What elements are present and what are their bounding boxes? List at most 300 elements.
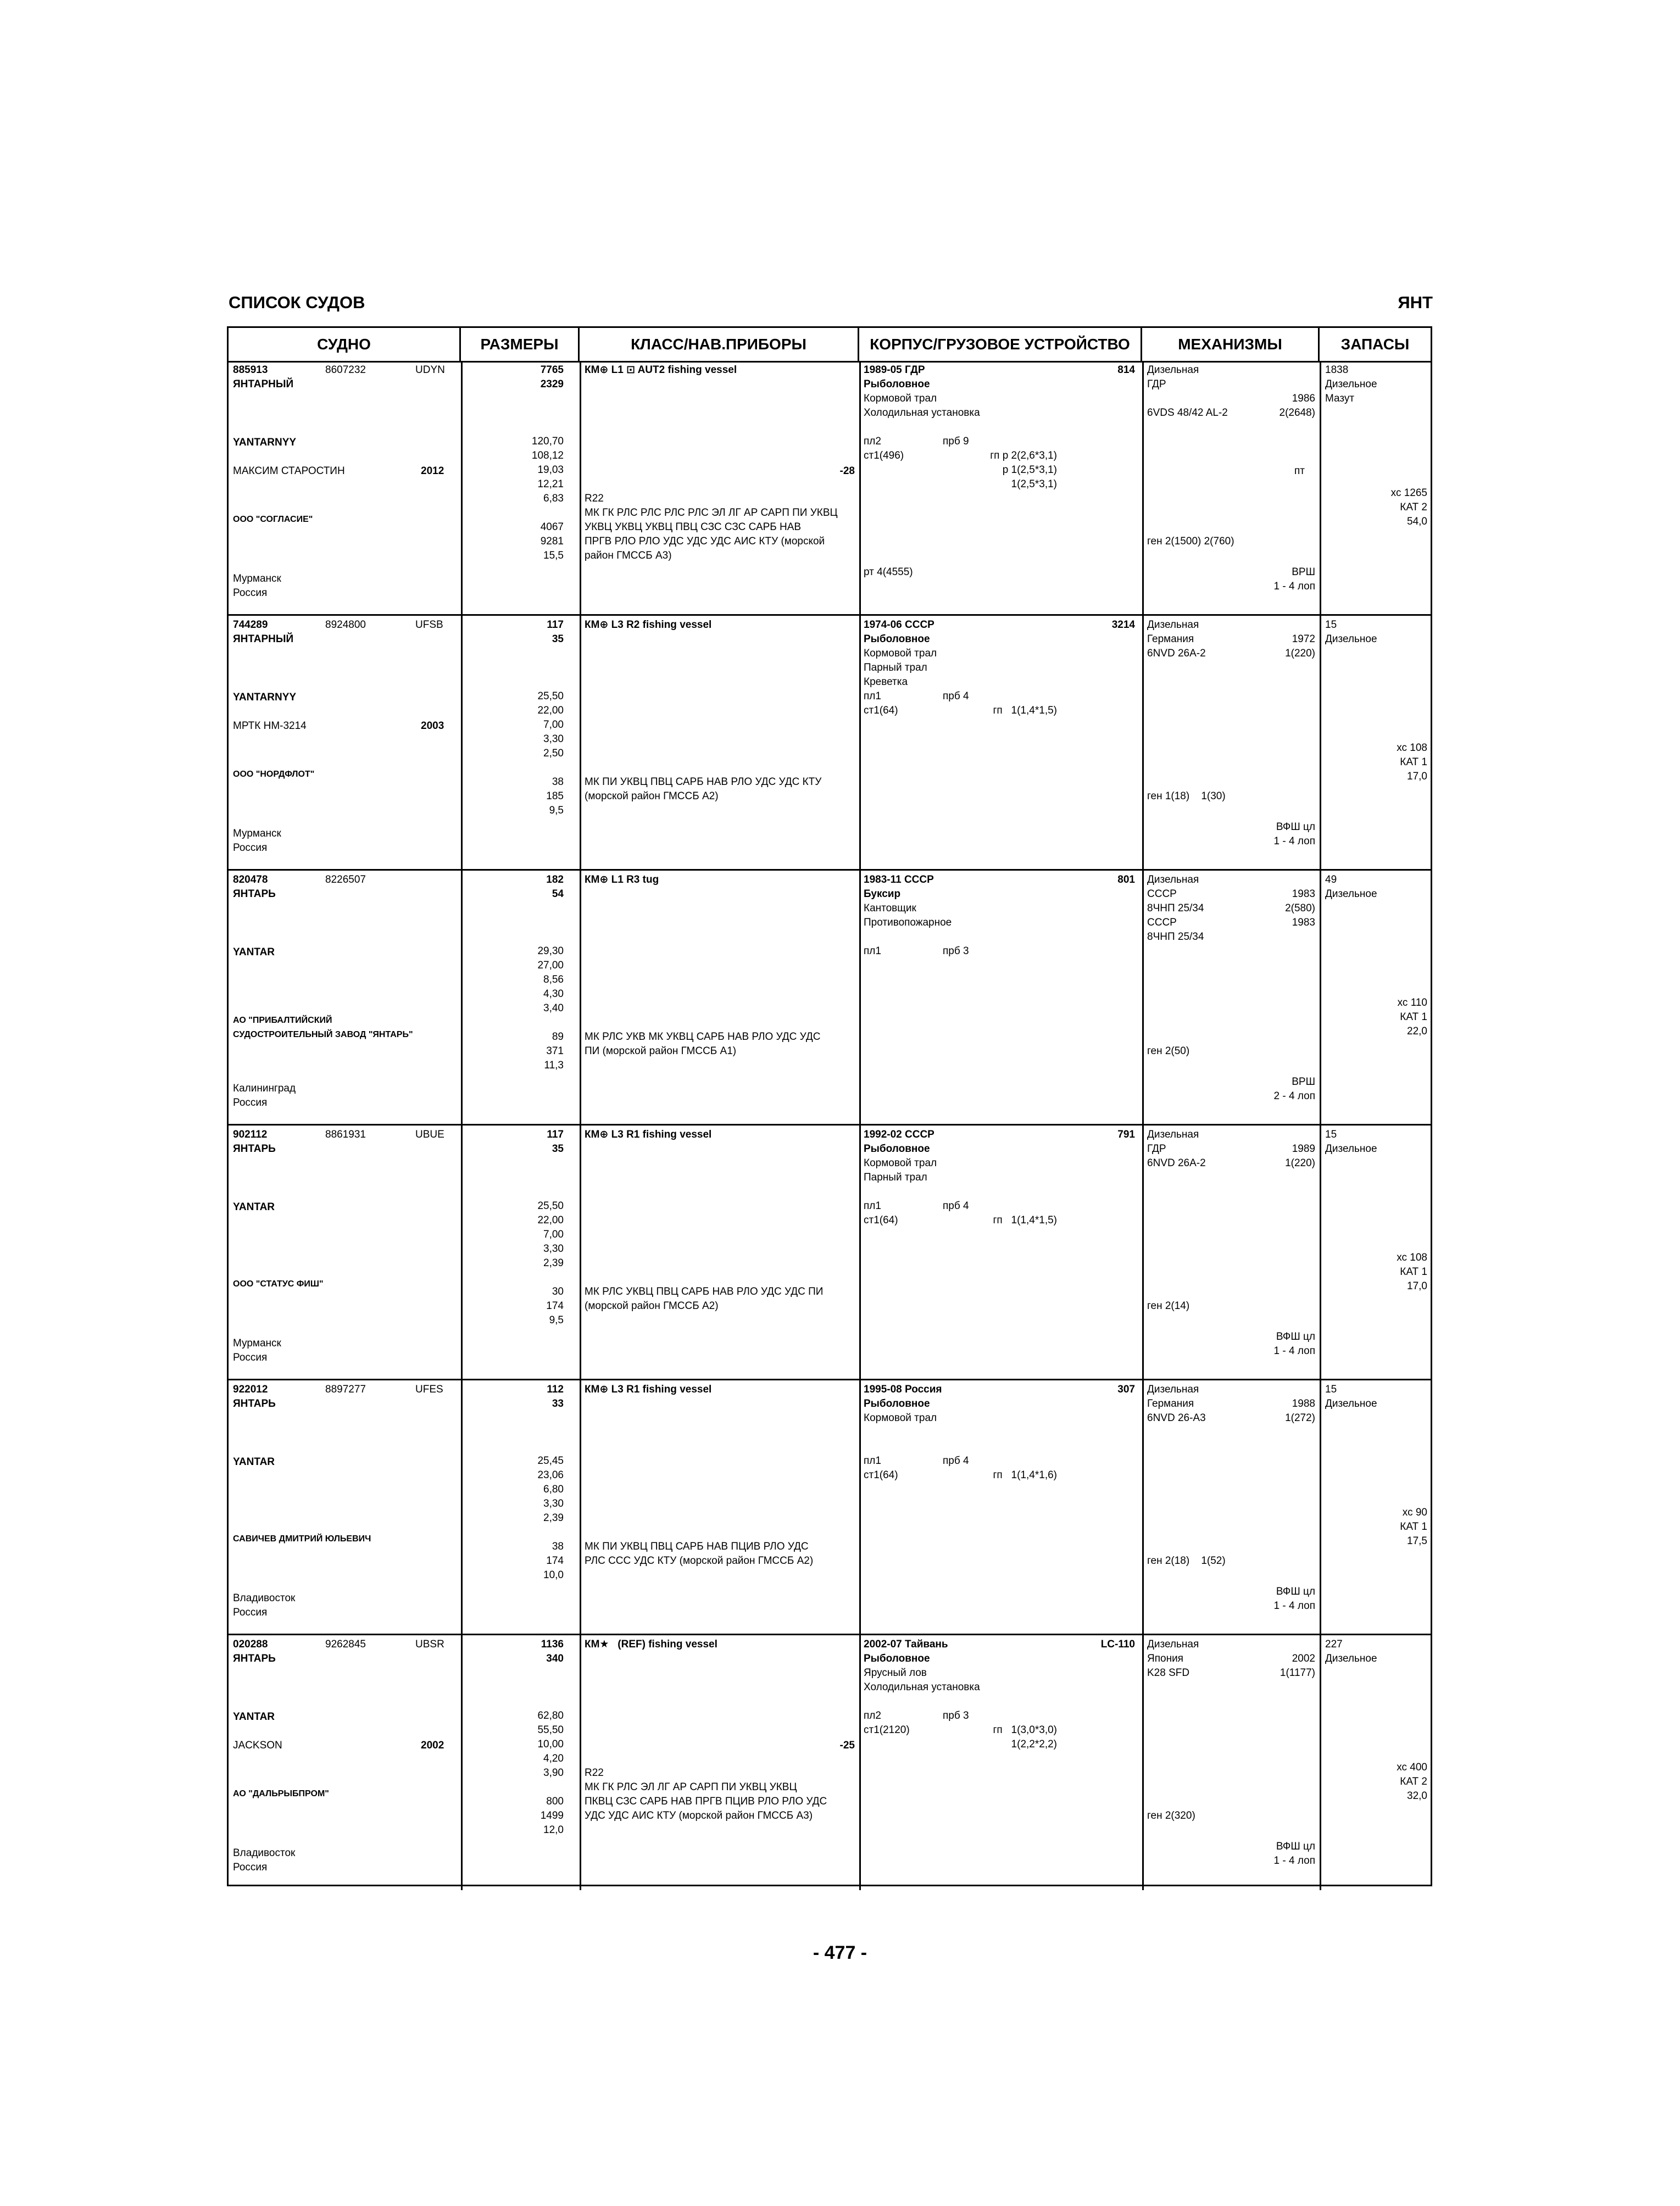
name: ЯНТАРЬ — [233, 1143, 276, 1155]
column-divider — [1142, 361, 1144, 614]
hold-right-0: прб 9 — [943, 436, 969, 447]
hold-right-1: гп 1(3,0*3,0) — [993, 1724, 1057, 1736]
page-code: ЯНТ — [1398, 293, 1433, 312]
engine-type: Дизельная — [1147, 364, 1199, 376]
column-divider — [580, 871, 581, 1124]
stock-0: 15 — [1325, 619, 1337, 631]
dims-3: 12,21 — [537, 478, 564, 490]
dims-2: 7,00 — [543, 1229, 564, 1240]
dims-4: 6,83 — [543, 493, 564, 504]
vessel-record — [229, 1380, 1431, 1635]
nav-lines-1: РЛС ССС УДС КТУ (морской район ГМССБ А2) — [585, 1555, 814, 1567]
hold-right-1: гп 1(1,4*1,6) — [993, 1469, 1057, 1481]
vessel-record — [229, 871, 1431, 1126]
nav-lines-1: УКВЦ УКВЦ УКВЦ ПВЦ СЗС СЗС САРБ НАВ — [585, 521, 802, 533]
project: 3214 — [1111, 619, 1135, 631]
dims-3: 3,30 — [543, 1498, 564, 1509]
name: ЯНТАРЬ — [233, 1398, 276, 1410]
type-lines-0: Рыболовное — [864, 1398, 930, 1410]
engine-rows-0-0: СССР — [1147, 888, 1177, 900]
tonnage-0: 117 — [547, 619, 564, 631]
reg: 020288 — [233, 1639, 268, 1650]
table-header — [229, 328, 1431, 363]
engine-rows-1-1: 1986 — [1292, 393, 1315, 404]
class-notation: КМ⊕ L3 R1 fishing vessel — [585, 1384, 712, 1395]
column-divider — [580, 616, 581, 869]
caps-1: 174 — [546, 1555, 564, 1567]
stock-1: Дизельное — [1325, 1398, 1377, 1410]
built: 1989-05 ГДР — [864, 364, 925, 376]
gen: ген 2(14) — [1147, 1300, 1190, 1312]
tonnage-0: 182 — [546, 874, 564, 885]
stock-1: Дизельное — [1325, 1653, 1377, 1664]
stock-bot-1: КАТ 1 — [1400, 1011, 1427, 1023]
built: 2002-07 Тайвань — [864, 1639, 948, 1650]
type-lines-2: Холодильная установка — [864, 1681, 980, 1693]
stock-bot-1: КАТ 2 — [1400, 1776, 1427, 1787]
hold-right-2: 1(2,2*2,2) — [1011, 1739, 1057, 1750]
name-lat: YANTAR — [233, 1456, 275, 1468]
prev-year: 2003 — [421, 720, 444, 732]
project: 791 — [1117, 1129, 1135, 1140]
tonnage-0: 112 — [547, 1384, 564, 1395]
dims-0: 120,70 — [531, 436, 564, 447]
nav-lines-1: ПКВЦ СЗС САРБ НАВ ПРГВ ПЦИВ РЛО РЛО УДС — [585, 1796, 827, 1807]
dims-3: 4,30 — [543, 988, 564, 1000]
hold-left-0: пл2 — [864, 1710, 881, 1722]
callsign: UFES — [415, 1384, 443, 1395]
column-divider — [1320, 1126, 1321, 1379]
header-hull: КОРПУС/ГРУЗОВОЕ УСТРОЙСТВО — [859, 328, 1142, 361]
screw-0: ВФШ цл — [1276, 1331, 1315, 1342]
nav-lines-0: МК РЛС УКВЦ ПВЦ САРБ НАВ РЛО УДС УДС ПИ — [585, 1286, 824, 1297]
ship-table — [227, 326, 1432, 1886]
nav-lines-1: (морской район ГМССБ А2) — [585, 790, 719, 802]
dims-0: 29,30 — [537, 945, 564, 957]
class-notation: КМ⊕ L3 R2 fishing vessel — [585, 619, 712, 631]
column-divider — [1142, 871, 1144, 1124]
column-divider — [859, 1126, 861, 1379]
column-divider — [1142, 1635, 1144, 1890]
page-title: СПИСОК СУДОВ — [229, 293, 365, 312]
column-divider — [1320, 616, 1321, 869]
hold-left-1: ст1(2120) — [864, 1724, 910, 1736]
type-lines-2: Холодильная установка — [864, 407, 980, 419]
port: Калининград — [233, 1083, 296, 1094]
caps-2: 11,3 — [544, 1060, 564, 1071]
type-lines-0: Рыболовное — [864, 1143, 930, 1155]
engine-rows-1-1: 1(220) — [1285, 648, 1315, 659]
stock-0: 49 — [1325, 874, 1337, 885]
engine-rows-0-1: 2002 — [1292, 1653, 1315, 1664]
imo: 8897277 — [325, 1384, 366, 1395]
page-number: - 477 - — [813, 1942, 867, 1963]
gen: ген 2(50) — [1147, 1045, 1190, 1057]
vessel-record — [229, 1635, 1431, 1890]
prev-name: МАКСИМ СТАРОСТИН — [233, 465, 345, 477]
name-lat: YANTAR — [233, 1711, 275, 1723]
caps-2: 15,5 — [543, 550, 564, 561]
hold-right-0: прб 4 — [943, 1200, 969, 1212]
screw-1: 1 - 4 лоп — [1273, 1600, 1315, 1612]
stock-bot-0: хс 400 — [1397, 1762, 1427, 1773]
engine-rows-0-0: Германия — [1147, 633, 1194, 645]
tonnage-1: 2329 — [540, 378, 564, 390]
nav-lines-0: МК ПИ УКВЦ ПВЦ САРБ НАВ ПЦИВ РЛО УДС — [585, 1541, 809, 1552]
stock-bot-2: 32,0 — [1407, 1790, 1427, 1802]
screw-1: 1 - 4 лоп — [1273, 835, 1315, 847]
hold-left-1: ст1(64) — [864, 1469, 898, 1481]
type-lines-2: Парный трал — [864, 1172, 927, 1183]
type-lines-2: Противопожарное — [864, 917, 952, 928]
name-lat: YANTARNYY — [233, 692, 297, 703]
engine-rows-0-1: 1988 — [1292, 1398, 1315, 1410]
built: 1983-11 СССР — [864, 874, 934, 885]
port: Мурманск — [233, 828, 281, 839]
type-lines-2: Парный трал — [864, 662, 927, 673]
engine-type: Дизельная — [1147, 619, 1199, 631]
type-lines-3: Креветка — [864, 676, 908, 688]
class-notation: КМ⊕ L1 R3 tug — [585, 874, 659, 885]
nav-lines-0: МК ГК РЛС ЭЛ ЛГ АР САРП ПИ УКВЦ УКВЦ — [585, 1781, 797, 1793]
engine-rows-1-1: 1(220) — [1285, 1157, 1315, 1169]
name-lat: YANTARNYY — [233, 437, 297, 448]
dims-1: 23,06 — [537, 1469, 564, 1481]
reg: 922012 — [233, 1384, 268, 1395]
engine-note: пт — [1294, 465, 1305, 477]
engine-rows-1-0: 6NVD 26A-2 — [1147, 1157, 1206, 1169]
header-dimensions: РАЗМЕРЫ — [461, 328, 580, 361]
screw-1: 1 - 4 лоп — [1273, 581, 1315, 592]
dims-2: 6,80 — [543, 1484, 564, 1495]
tonnage-1: 35 — [552, 1143, 564, 1155]
stock-bot-1: КАТ 1 — [1400, 1266, 1427, 1278]
stock-0: 227 — [1325, 1639, 1343, 1650]
project: 307 — [1117, 1384, 1135, 1395]
dims-4: 3,90 — [543, 1767, 564, 1779]
port: Владивосток — [233, 1592, 296, 1604]
project: 814 — [1117, 364, 1135, 376]
built: 1995-08 Россия — [864, 1384, 942, 1395]
stock-0: 15 — [1325, 1129, 1337, 1140]
vessel-record — [229, 361, 1431, 616]
dims-3: 3,30 — [543, 1243, 564, 1255]
dims-1: 22,00 — [537, 705, 564, 716]
reg: 885913 — [233, 364, 268, 376]
column-divider — [461, 616, 463, 869]
hold-right-1: гп р 2(2,6*3,1) — [990, 450, 1057, 461]
column-divider — [1142, 1380, 1144, 1634]
imo: 8607232 — [325, 364, 366, 376]
caps-2: 10,0 — [543, 1569, 564, 1581]
engine-rows-0-1: 1972 — [1292, 633, 1315, 645]
owner: ООО "СОГЛАСИЕ" — [233, 515, 313, 524]
name-lat: YANTAR — [233, 1201, 275, 1213]
class-notation: КМ⊕ L3 R1 fishing vessel — [585, 1129, 712, 1140]
nav-lines-0: МК ПИ УКВЦ ПВЦ САРБ НАВ РЛО УДС УДС КТУ — [585, 776, 822, 788]
owner: ООО "НОРДФЛОТ" — [233, 770, 315, 779]
caps-0: 38 — [552, 1541, 564, 1552]
port: Мурманск — [233, 573, 281, 584]
hold-left-1: ст1(64) — [864, 1215, 898, 1226]
stock-bot-1: КАТ 1 — [1400, 756, 1427, 768]
hold-right-0: прб 3 — [943, 1710, 969, 1722]
column-divider — [859, 1635, 861, 1890]
engine-rows-1-0: 6NVD 26-A3 — [1147, 1412, 1206, 1424]
dims-2: 8,56 — [543, 974, 564, 985]
type-lines-0: Буксир — [864, 888, 901, 900]
dims-0: 62,80 — [537, 1710, 564, 1722]
hold-right-0: прб 3 — [943, 945, 969, 957]
screw-0: ВФШ цл — [1276, 1841, 1315, 1852]
nav-lines-1: (морской район ГМССБ А2) — [585, 1300, 719, 1312]
column-divider — [1320, 871, 1321, 1124]
stock-2: Мазут — [1325, 393, 1355, 404]
engine-rows-0-0: Япония — [1147, 1653, 1183, 1664]
caps-0: 30 — [552, 1286, 564, 1297]
engine-rows-1-0: K28 SFD — [1147, 1667, 1190, 1679]
column-divider — [859, 1380, 861, 1634]
hold-right-3: 1(2,5*3,1) — [1011, 478, 1057, 490]
engine-rows-3-0: 8ЧНП 25/34 — [1147, 931, 1204, 943]
nav-lines-2: ПРГВ РЛО РЛО УДС УДС УДС АИС КТУ (морской — [585, 536, 825, 547]
reg: 820478 — [233, 874, 268, 885]
built: 1974-06 СССР — [864, 619, 934, 631]
name: ЯНТАРНЫЙ — [233, 633, 294, 645]
refr: R22 — [585, 1767, 604, 1779]
header-stores: ЗАПАСЫ — [1340, 336, 1410, 353]
stock-bot-0: хс 110 — [1397, 997, 1427, 1009]
dims-1: 55,50 — [537, 1724, 564, 1736]
stock-bot-1: КАТ 1 — [1400, 1521, 1427, 1533]
dims-1: 22,00 — [537, 1215, 564, 1226]
name: ЯНТАРЬ — [233, 888, 276, 900]
prev-year: 2012 — [421, 465, 444, 477]
type-lines-1: Ярусный лов — [864, 1667, 927, 1679]
country: Россия — [233, 1352, 268, 1363]
hold-left-0: пл1 — [864, 1455, 881, 1467]
imo: 8924800 — [325, 619, 366, 631]
prev-year: 2002 — [421, 1740, 444, 1751]
caps-1: 185 — [546, 790, 564, 802]
column-divider — [859, 616, 861, 869]
column-divider — [461, 1126, 463, 1379]
name-lat: YANTAR — [233, 946, 275, 958]
nav-lines-0: МК ГК РЛС РЛС РЛС РЛС ЭЛ ЛГ АР САРП ПИ УКВЦ — [585, 507, 838, 519]
hold-right-0: прб 4 — [943, 690, 969, 702]
callsign: UBUE — [415, 1129, 444, 1140]
engine-rows-2-1: 1983 — [1292, 917, 1315, 928]
project: LC-110 — [1100, 1639, 1135, 1650]
type-lines-0: Рыболовное — [864, 1653, 930, 1664]
dims-2: 19,03 — [537, 464, 564, 476]
callsign: UFSB — [415, 619, 443, 631]
country: Россия — [233, 587, 268, 599]
name: ЯНТАРЬ — [233, 1653, 276, 1664]
dims-3: 3,30 — [543, 733, 564, 745]
hold-left-0: пл2 — [864, 436, 881, 447]
country: Россия — [233, 1607, 268, 1618]
engine-rows-0-1: 1989 — [1292, 1143, 1315, 1155]
dims-1: 27,00 — [537, 960, 564, 971]
column-divider — [580, 1635, 581, 1890]
hold-right-1: гп 1(1,4*1,5) — [993, 1215, 1057, 1226]
header-machinery: МЕХАНИЗМЫ — [1142, 328, 1320, 361]
caps-0: 89 — [552, 1031, 564, 1043]
caps-1: 174 — [546, 1300, 564, 1312]
column-divider — [859, 361, 861, 614]
dims-1: 108,12 — [531, 450, 564, 461]
engine-rows-0-1: 1983 — [1292, 888, 1315, 900]
owner: АО "ДАЛЬРЫБПРОМ" — [233, 1789, 329, 1798]
column-divider — [461, 1635, 463, 1890]
tonnage-0: 117 — [547, 1129, 564, 1140]
type-lines-1: Кормовой трал — [864, 648, 937, 659]
engine-rows-1-0: 8ЧНП 25/34 — [1147, 903, 1204, 914]
column-divider — [1142, 616, 1144, 869]
caps-1: 371 — [546, 1045, 564, 1057]
country: Россия — [233, 1097, 268, 1108]
column-divider — [461, 1380, 463, 1634]
caps-2: 12,0 — [543, 1824, 564, 1836]
column-divider — [1320, 1380, 1321, 1634]
country: Россия — [233, 1862, 268, 1873]
gen: ген 1(18) 1(30) — [1147, 790, 1226, 802]
caps-0: 4067 — [540, 521, 564, 533]
caps-1: 1499 — [540, 1810, 564, 1821]
temp: -25 — [839, 1740, 855, 1751]
hold-right-2: р 1(2,5*3,1) — [1002, 464, 1057, 476]
dims-4: 2,39 — [543, 1512, 564, 1524]
owner: АО "ПРИБАЛТИЙСКИЙ СУДОСТРОИТЕЛЬНЫЙ ЗАВОД "ЯНТАРЬ" — [233, 1016, 413, 1039]
stock-bot-0: хс 108 — [1397, 1252, 1427, 1263]
caps-2: 9,5 — [549, 1314, 564, 1326]
tonnage-1: 35 — [552, 633, 564, 645]
column-divider — [580, 361, 581, 614]
column-divider — [461, 361, 463, 614]
engine-rows-2-0: СССР — [1147, 917, 1177, 928]
type-lines-0: Рыболовное — [864, 633, 930, 645]
stock-1: Дизельное — [1325, 1143, 1377, 1155]
stock-1: Дизельное — [1325, 378, 1377, 390]
column-divider — [1142, 1126, 1144, 1379]
tonnage-0: 1136 — [541, 1639, 564, 1650]
prev-name: МРТК НМ-3214 — [233, 720, 307, 732]
imo: 8861931 — [325, 1129, 366, 1140]
stock-bot-0: хс 108 — [1397, 742, 1427, 754]
hull-extra: рт 4(4555) — [864, 566, 913, 578]
stock-bot-1: КАТ 2 — [1400, 502, 1427, 513]
engine-type: Дизельная — [1147, 874, 1199, 885]
gen: ген 2(320) — [1147, 1810, 1195, 1821]
reg: 902112 — [233, 1129, 268, 1140]
engine-rows-0-0: ГДР — [1147, 378, 1166, 390]
stock-1: Дизельное — [1325, 888, 1377, 900]
stock-bot-0: хс 90 — [1402, 1507, 1427, 1518]
country: Россия — [233, 842, 268, 854]
vessel-record — [229, 616, 1431, 871]
stock-bot-2: 17,5 — [1407, 1535, 1427, 1547]
type-lines-1: Кормовой трал — [864, 393, 937, 404]
class-notation: КМ⊕ L1 ⊡ AUT2 fishing vessel — [585, 364, 737, 376]
screw-1: 1 - 4 лоп — [1273, 1855, 1315, 1867]
header-vessel: СУДНО — [229, 328, 461, 361]
stock-bot-0: хс 1265 — [1390, 487, 1427, 499]
refr: R22 — [585, 493, 604, 504]
reg: 744289 — [233, 619, 268, 631]
type-lines-0: Рыболовное — [864, 378, 930, 390]
hold-left-1: ст1(496) — [864, 450, 904, 461]
type-lines-1: Кормовой трал — [864, 1412, 937, 1424]
hold-right-0: прб 4 — [943, 1455, 969, 1467]
stock-bot-2: 54,0 — [1407, 516, 1427, 527]
dims-2: 7,00 — [543, 719, 564, 731]
project: 801 — [1117, 874, 1135, 885]
dims-0: 25,50 — [537, 690, 564, 702]
engine-type: Дизельная — [1147, 1129, 1199, 1140]
engine-rows-2-0: 6VDS 48/42 AL-2 — [1147, 407, 1228, 419]
stock-bot-2: 17,0 — [1407, 771, 1427, 782]
column-divider — [580, 1380, 581, 1634]
tonnage-1: 54 — [552, 888, 564, 900]
name: ЯНТАРНЫЙ — [233, 378, 294, 390]
stock-bot-2: 17,0 — [1407, 1280, 1427, 1292]
class-notation: КМ★ (REF) fishing vessel — [585, 1639, 717, 1650]
callsign: UDYN — [415, 364, 445, 376]
column-divider — [1320, 361, 1321, 614]
caps-2: 9,5 — [549, 805, 564, 816]
stock-0: 15 — [1325, 1384, 1337, 1395]
screw-0: ВФШ цл — [1276, 821, 1315, 833]
caps-0: 800 — [546, 1796, 564, 1807]
caps-1: 9281 — [540, 536, 564, 547]
temp: -28 — [839, 465, 855, 477]
dims-2: 10,00 — [537, 1739, 564, 1750]
header-class: КЛАСС/НАВ.ПРИБОРЫ — [580, 328, 859, 361]
screw-1: 1 - 4 лоп — [1273, 1345, 1315, 1357]
stock-1: Дизельное — [1325, 633, 1377, 645]
screw-0: ВФШ цл — [1276, 1586, 1315, 1597]
hold-left-0: пл1 — [864, 945, 881, 957]
engine-rows-0-0: ГДР — [1147, 1143, 1166, 1155]
port: Мурманск — [233, 1338, 281, 1349]
caps-0: 38 — [552, 776, 564, 788]
dims-3: 4,20 — [543, 1753, 564, 1764]
dims-4: 3,40 — [543, 1002, 564, 1014]
engine-rows-1-1: 2(580) — [1285, 903, 1315, 914]
hold-left-0: пл1 — [864, 1200, 881, 1212]
port: Владивосток — [233, 1847, 296, 1859]
column-divider — [1320, 1635, 1321, 1890]
nav-lines-1: ПИ (морской район ГМССБ А1) — [585, 1045, 737, 1057]
engine-rows-1-1: 1(272) — [1285, 1412, 1315, 1424]
engine-rows-1-0: 6NVD 26A-2 — [1147, 648, 1206, 659]
engine-type: Дизельная — [1147, 1639, 1199, 1650]
column-divider — [461, 871, 463, 1124]
nav-lines-3: район ГМССБ А3) — [585, 550, 672, 561]
owner: САВИЧЕВ ДМИТРИЙ ЮЛЬЕВИЧ — [233, 1534, 371, 1544]
imo: 9262845 — [325, 1639, 366, 1650]
engine-rows-0-0: Германия — [1147, 1398, 1194, 1410]
dims-4: 2,50 — [543, 748, 564, 759]
dims-4: 2,39 — [543, 1257, 564, 1269]
imo: 8226507 — [325, 874, 366, 885]
tonnage-1: 340 — [546, 1653, 564, 1664]
stock-bot-2: 22,0 — [1407, 1026, 1427, 1037]
engine-rows-2-1: 2(2648) — [1279, 407, 1315, 419]
built: 1992-02 СССР — [864, 1129, 934, 1140]
callsign: UBSR — [415, 1639, 444, 1650]
